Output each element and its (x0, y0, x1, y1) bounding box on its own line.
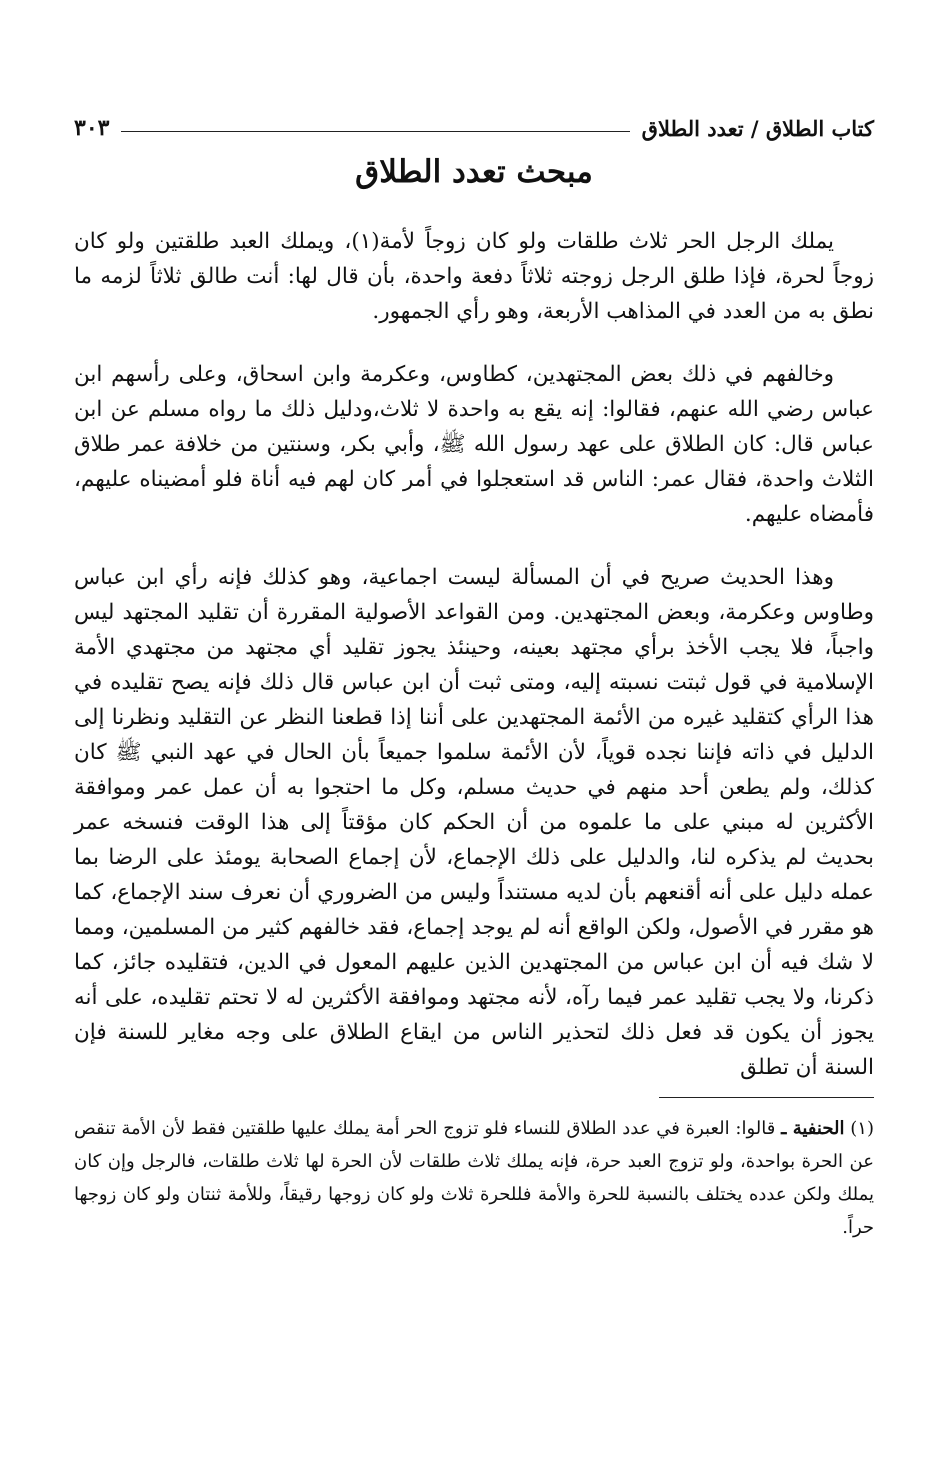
running-header (74, 108, 874, 148)
running-title: كتاب الطلاق / تعدد الطلاق (641, 115, 874, 141)
footnote (74, 1112, 874, 1244)
paragraph-1: يملك الرجل الحر ثلاث طلقات ولو كان زوجاً لأمة(١)، ويملك العبد طلقتين ولو كان زوجاً لحرة، فإذا طلق الرجل زوجته ثلاثاً دفعة واحدة، بأن قال لها: أنت طالق ثلاثاً لزمه ما نطق به من العدد في المذاهب الأربعة، وهو رأي الجمهور. (74, 229, 874, 324)
page-number: ٣٠٣ (74, 115, 110, 141)
paragraph-2: وخالفهم في ذلك بعض المجتهدين، كطاوس، وعكرمة وابن اسحاق، وعلى رأسهم ابن عباس رضي الله عنهم، فقالوا: إنه يقع به واحدة لا ثلاث،ودليل ذلك ما رواه مسلم عن ابن عباس قال: كان الطلاق على عهد رسول الله ﷺ، وأبي بكر، وسنتين من خلافة عمر طلاق الثلاث واحدة، فقال عمر: الناس قد استعجلوا في أمر كان لهم فيه أناة فلو أمضيناه عليهم، فأمضاه عليهم. (74, 362, 874, 527)
footnote-marker: (١) (850, 1118, 874, 1139)
header-rule (121, 131, 629, 132)
footnote-separator (659, 1097, 874, 1098)
section-title: مبحث تعدد الطلاق (355, 154, 593, 190)
footnote-text: قالوا: العبرة في عدد الطلاق للنساء فلو تزوج الحر أمة يملك عليها طلقتين فقط لأن الأمة تنقص عن الحرة بواحدة، ولو تزوج العبد حرة، فإنه يملك ثلاث طلقات لأن الحرة لها ثلاث طلقات، فالرجل وإن كان يملك ولكن عدده يختلف بالنسبة للحرة والأمة فللحرة ثلاث ولو كان زوجها رقيقاً، وللأمة ثنتان ولو كان زوجها حراً. (74, 1118, 874, 1238)
footnote-heading: الحنفية ـ (781, 1118, 845, 1139)
book-page (74, 108, 874, 1388)
body-text (74, 224, 874, 1085)
paragraph-3: وهذا الحديث صريح في أن المسألة ليست اجماعية، وهو كذلك فإنه رأي ابن عباس وطاوس وعكرمة، وبعض المجتهدين. ومن القواعد الأصولية المقررة أن تقليد المجتهد ليس واجباً، فلا يجب الأخذ برأي مجتهد بعينه، وحينئذ يجوز تقليد أي مجتهد من مجتهدي الأمة الإسلامية في قول ثبتت نسبته إليه، ومتى ثبت أن ابن عباس قال ذلك فإنه يصح تقليده في هذا الرأي كتقليد غيره من الأئمة المجتهدين على أننا إذا قطعنا النظر عن التقليد ونظرنا إلى الدليل في ذاته فإننا نجده قوياً، لأن الأئمة سلموا جميعاً بأن الحال في عهد النبي ﷺ كان كذلك، ولم يطعن أحد منهم في حديث مسلم، وكل ما احتجوا به أن عمل عمر وموافقة الأكثرين له مبني على ما علموه من أن الحكم كان مؤقتاً إلى هذا الوقت فنسخه عمر بحديث لم يذكره لنا، والدليل على ذلك الإجماع، لأن إجماع الصحابة يومئذ على الرضا بما عمله دليل على أنه أقنعهم بأن لديه مستنداً وليس من الضروري أن نعرف سند الإجماع، كما هو مقرر في الأصول، ولكن الواقع أنه لم يوجد إجماع، فقد خالفهم كثير من المسلمين، ومما لا شك فيه أن ابن عباس من المجتهدين الذين عليهم المعول في الدين، فتقليده جائز، كما ذكرنا، ولا يجب تقليد عمر فيما رآه، لأنه مجتهد وموافقة الأكثرين له لا تحتم تقليده، على أنه يجوز أن يكون قد فعل ذلك لتحذير الناس من ايقاع الطلاق على وجه مغاير للسنة فإن السنة أن تطلق (74, 565, 874, 1080)
